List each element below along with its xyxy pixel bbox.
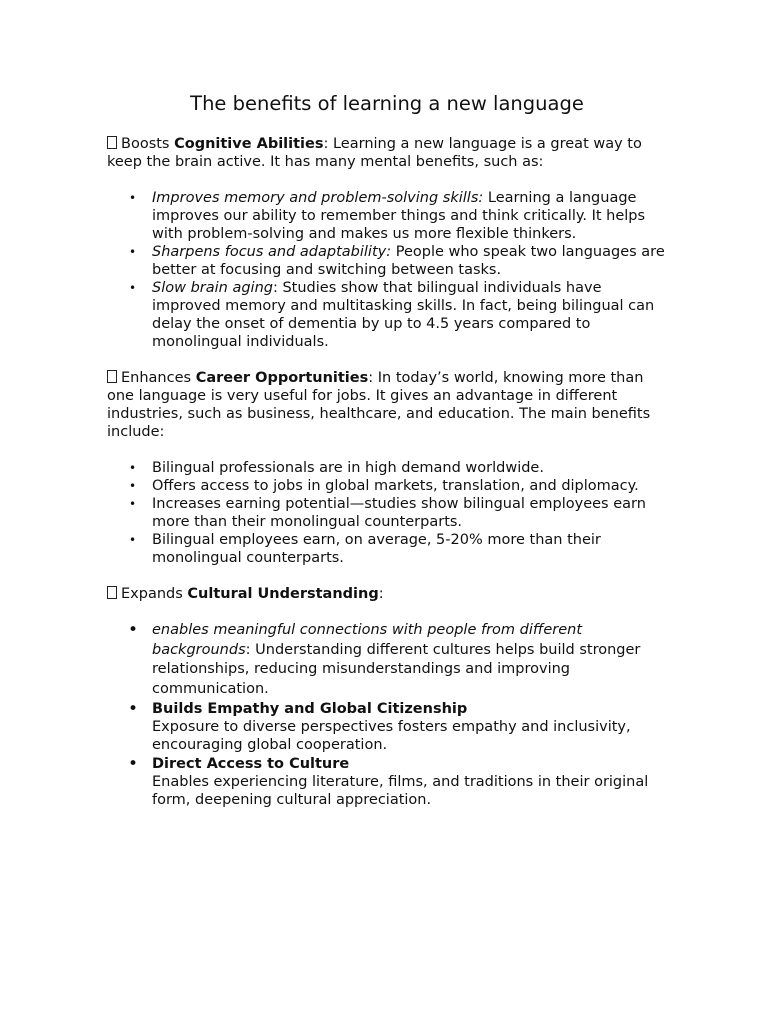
cognitive-benefits-list: [107, 189, 667, 351]
section-cognitive-abilities: [107, 135, 667, 351]
document-title: The benefits of learning a new language: [190, 92, 584, 115]
list-item: [129, 243, 667, 279]
document-page: [107, 92, 667, 827]
bullet-icon: •: [128, 699, 139, 719]
bullet-icon: •: [129, 461, 137, 475]
missing-glyph-icon: [107, 136, 117, 149]
item-label: Slow brain aging: [152, 280, 273, 296]
item-text: Bilingual professionals are in high demand worldwide.: [152, 460, 544, 476]
bullet-icon: •: [129, 497, 137, 511]
item-text: People who speak two languages are better at focusing and switching between tasks.: [152, 244, 665, 278]
item-text: Enables experiencing literature, films, and traditions in their original form, deepening cultural appreciation.: [152, 774, 649, 808]
section-lead: Boosts: [121, 136, 175, 152]
bullet-icon: •: [129, 245, 137, 259]
list-item: [128, 620, 667, 699]
section-heading: Cultural Understanding: [187, 586, 379, 602]
item-text: Exposure to diverse perspectives fosters empathy and inclusivity, encouraging global cooperation.: [152, 719, 631, 753]
bullet-icon: •: [129, 533, 137, 547]
section-lead: Expands: [121, 586, 188, 602]
section-cultural-understanding: [107, 585, 667, 809]
bullet-icon: •: [128, 620, 139, 640]
cultural-benefits-list: [107, 621, 667, 809]
bullet-icon: •: [129, 281, 137, 295]
list-item: [129, 279, 667, 351]
section-intro-text: :: [378, 586, 384, 602]
missing-glyph-icon: [107, 586, 117, 599]
item-text: Offers access to jobs in global markets, translation, and diplomacy.: [152, 478, 639, 494]
list-item: [129, 531, 667, 567]
item-label: Direct Access to Culture: [152, 756, 350, 772]
bullet-icon: •: [128, 754, 139, 774]
list-item: [129, 459, 667, 477]
section-heading: Career Opportunities: [195, 370, 369, 386]
list-item: [128, 699, 667, 754]
list-item: [129, 477, 667, 495]
list-item: [128, 754, 667, 809]
missing-glyph-icon: [107, 370, 117, 383]
section-career-opportunities: [107, 369, 667, 567]
item-text: : Understanding different cultures helps build stronger relationships, reducing misunderstandings and improving communication.: [152, 641, 641, 697]
item-text: Learning a language improves our ability to remember things and think critically. It helps with problem-solving and makes us more flexible thinkers.: [152, 190, 646, 242]
bullet-icon: •: [129, 479, 137, 493]
item-label: enables meaningful connections with people from different backgrounds: [152, 622, 583, 658]
list-item: [129, 189, 667, 243]
section-intro-text: : Learning a new language is a great way to keep the brain active. It has many mental benefits, such as:: [107, 136, 642, 170]
section-intro-text: : In today’s world, knowing more than one language is very useful for jobs. It gives an advantage in different industries, such as business, healthcare, and education. The main benefits include:: [107, 370, 651, 440]
item-label: Improves memory and problem-solving skills:: [152, 190, 484, 206]
item-label: Sharpens focus and adaptability:: [152, 244, 392, 260]
section-intro: [107, 369, 667, 441]
item-text: Bilingual employees earn, on average, 5-20% more than their monolingual counterparts.: [152, 532, 601, 566]
item-text: : Studies show that bilingual individuals have improved memory and multitasking skills. In fact, being bilingual can delay the onset of dementia by up to 4.5 years compared to monolingual individuals.: [152, 280, 655, 350]
section-lead: Enhances: [121, 370, 196, 386]
section-intro: [107, 585, 667, 603]
section-heading: Cognitive Abilities: [174, 136, 324, 152]
bullet-icon: •: [129, 191, 137, 205]
item-label: Builds Empathy and Global Citizenship: [152, 701, 468, 717]
item-text: Increases earning potential—studies show bilingual employees earn more than their monolingual counterparts.: [152, 496, 646, 530]
section-intro: [107, 135, 667, 171]
career-benefits-list: [107, 459, 667, 567]
list-item: [129, 495, 667, 531]
